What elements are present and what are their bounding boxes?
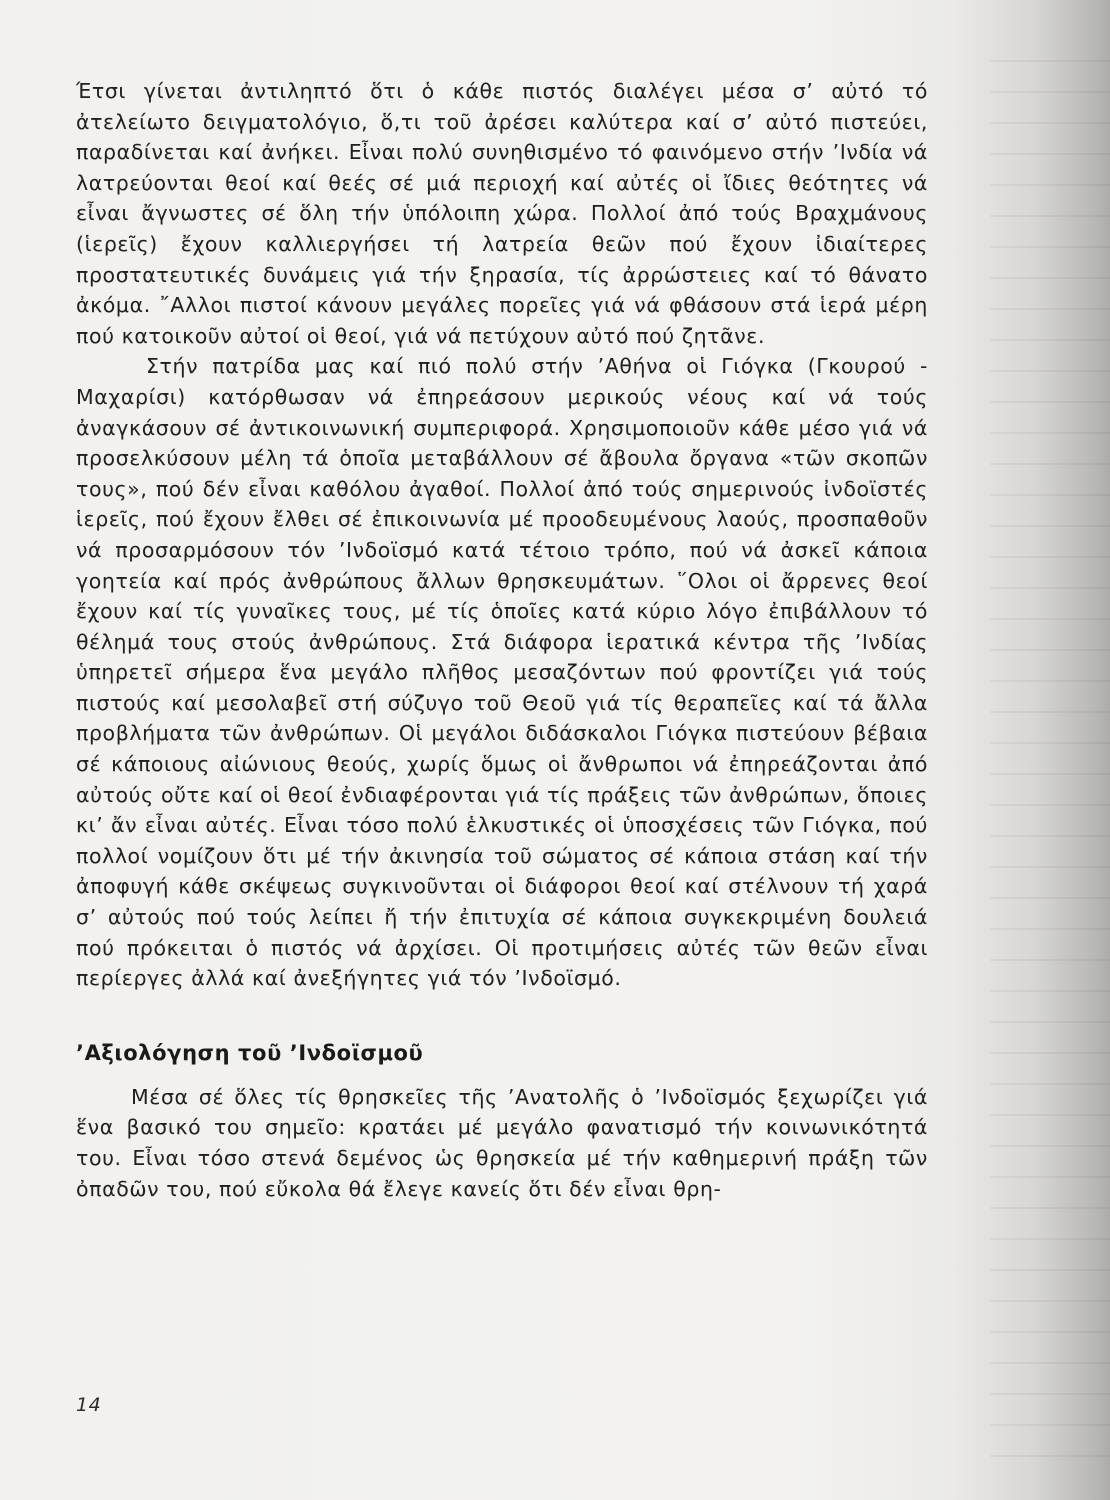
section-heading: ’Αξιολόγηση τοῦ ’Ινδοϊσμοῦ [76,1040,424,1065]
section-paragraph-1: Μέσα σέ ὅλες τίς θρησκεῖες τῆς ’Ανατολῆς ὁ ’Ινδοϊσμός ξεχωρίζει γιά ἕνα βασικό του σημεῖο: κρατάει μέ μεγάλο φανατισμό τήν κοινωνικότητά του. Εἶναι τόσο στενά δεμένος ὡς θρησκεία μέ τήν καθημερινή πράξη τῶν ὀπαδῶν του, πού εὔκολα θά ἔλεγε κανείς ὅτι δέν εἶναι θρη- [76,1084,928,1201]
page-content [76,76,928,1204]
page-gutter-shadow [960,0,1110,1500]
body-paragraph-2: Στήν πατρίδα μας καί πιό πολύ στήν ’Αθήνα οἱ Γιόγκα (Γκουρού - Μαχαρίσι) κατόρθωσαν νά ἐπηρεάσουν μερικούς νέους καί νά τούς ἀναγκάσουν σέ ἀντικοινωνική συμπεριφορά. Χρησιμοποιοῦν κάθε μέσο γιά νά προσελκύσουν μέλη τά ὁποῖα μεταβάλλουν σέ ἄβουλα ὄργανα «τῶν σκοπῶν τους», πού δέν εἶναι καθόλου ἀγαθοί. Πολλοί ἀπό τούς σημερινούς ἰνδοϊστές ἱερεῖς, πού ἔχουν ἔλθει σέ ἐπικοινωνία μέ προοδευμένους λαούς, προσπαθοῦν νά προσαρμόσουν τόν ’Ινδοϊσμό κατά τέτοιο τρόπο, πού νά ἀσκεῖ κάποια γοητεία καί πρός ἀνθρώπους ἄλλων θρησκευμάτων. ῞Ολοι οἱ ἄρρενες θεοί ἔχουν καί τίς γυναῖκες τους, μέ τίς ὁποῖες κατά κύριο λόγο ἐπιβάλλουν τό θέλημά τους στούς ἀνθρώπους. Στά διάφορα ἱερατικά κέντρα τῆς ’Ινδίας ὑπηρετεῖ σήμερα ἕνα μεγάλο πλῆθος μεσαζόντων πού φροντίζει γιά τούς πιστούς καί μεσολαβεῖ στή σύζυγο τοῦ Θεοῦ γιά τίς θεραπεῖες καί τά ἄλλα προβλήματα τῶν ἀνθρώπων. Οἱ μεγάλοι διδάσκαλοι Γιόγκα πιστεύουν βέβαια σέ κάποιους αἰώνιους θεούς, χωρίς ὅμως οἱ ἄνθρωποι νά ἐπηρεάζονται ἀπό αὐτούς οὔτε καί οἱ θεοί ἐνδιαφέρονται γιά τίς πράξεις τῶν ἀνθρώπων, ὅποιες κι’ ἄν εἶναι αὐτές. Εἶναι τόσο πολύ ἑλκυστικές οἱ ὑποσχέσεις τῶν Γιόγκα, πού πολλοί νομίζουν ὅτι μέ τήν ἀκινησία τοῦ σώματος σέ κάποια στάση καί τήν ἀποφυγή κάθε σκέψεως συγκινοῦνται οἱ διάφοροι θεοί καί στέλνουν τή χαρά σ’ αὐτούς πού τούς λείπει ἤ τήν ἐπιτυχία σέ κάποια συγκεκριμένη δουλειά πού πρόκειται ὁ πιστός νά ἀρχίσει. Οἱ προτιμήσεις αὐτές τῶν θεῶν εἶναι περίεργες ἀλλά καί ἀνεξήγητες γιά τόν ’Ινδοϊσμό. [76,354,928,991]
page-number: 14 [76,1394,102,1416]
body-paragraph-1: Έτσι γίνεται ἀντιληπτό ὅτι ὁ κάθε πιστός διαλέγει μέσα σ’ αὐτό τό ἀτελείωτο δειγματολόγιο, ὅ,τι τοῦ ἀρέσει καλύτερα καί σ’ αὐτό πιστεύει, παραδίνεται καί ἀνήκει. Εἶναι πολύ συνηθισμένο τό φαινόμενο στήν ’Ινδία νά λατρεύονται θεοί καί θεές σέ μιά περιοχή καί αὐτές οἱ ἴδιες θεότητες νά εἶναι ἄγνωστες σέ ὅλη τήν ὑπόλοιπη χώρα. Πολλοί ἀπό τούς Βραχμάνους (ἱερεῖς) ἔχουν καλλιεργήσει τή λατρεία θεῶν πού ἔχουν ἰδιαίτερες προστατευτικές δυνάμεις γιά τήν ξηρασία, τίς ἀρρώστειες καί τό θάνατο ἀκόμα. ῎Αλλοι πιστοί κάνουν μεγάλες πορεῖες γιά νά φθάσουν στά ἱερά μέρη πού κατοικοῦν αὐτοί οἱ θεοί, γιά νά πετύχουν αὐτό πού ζητᾶνε. [76,79,928,348]
